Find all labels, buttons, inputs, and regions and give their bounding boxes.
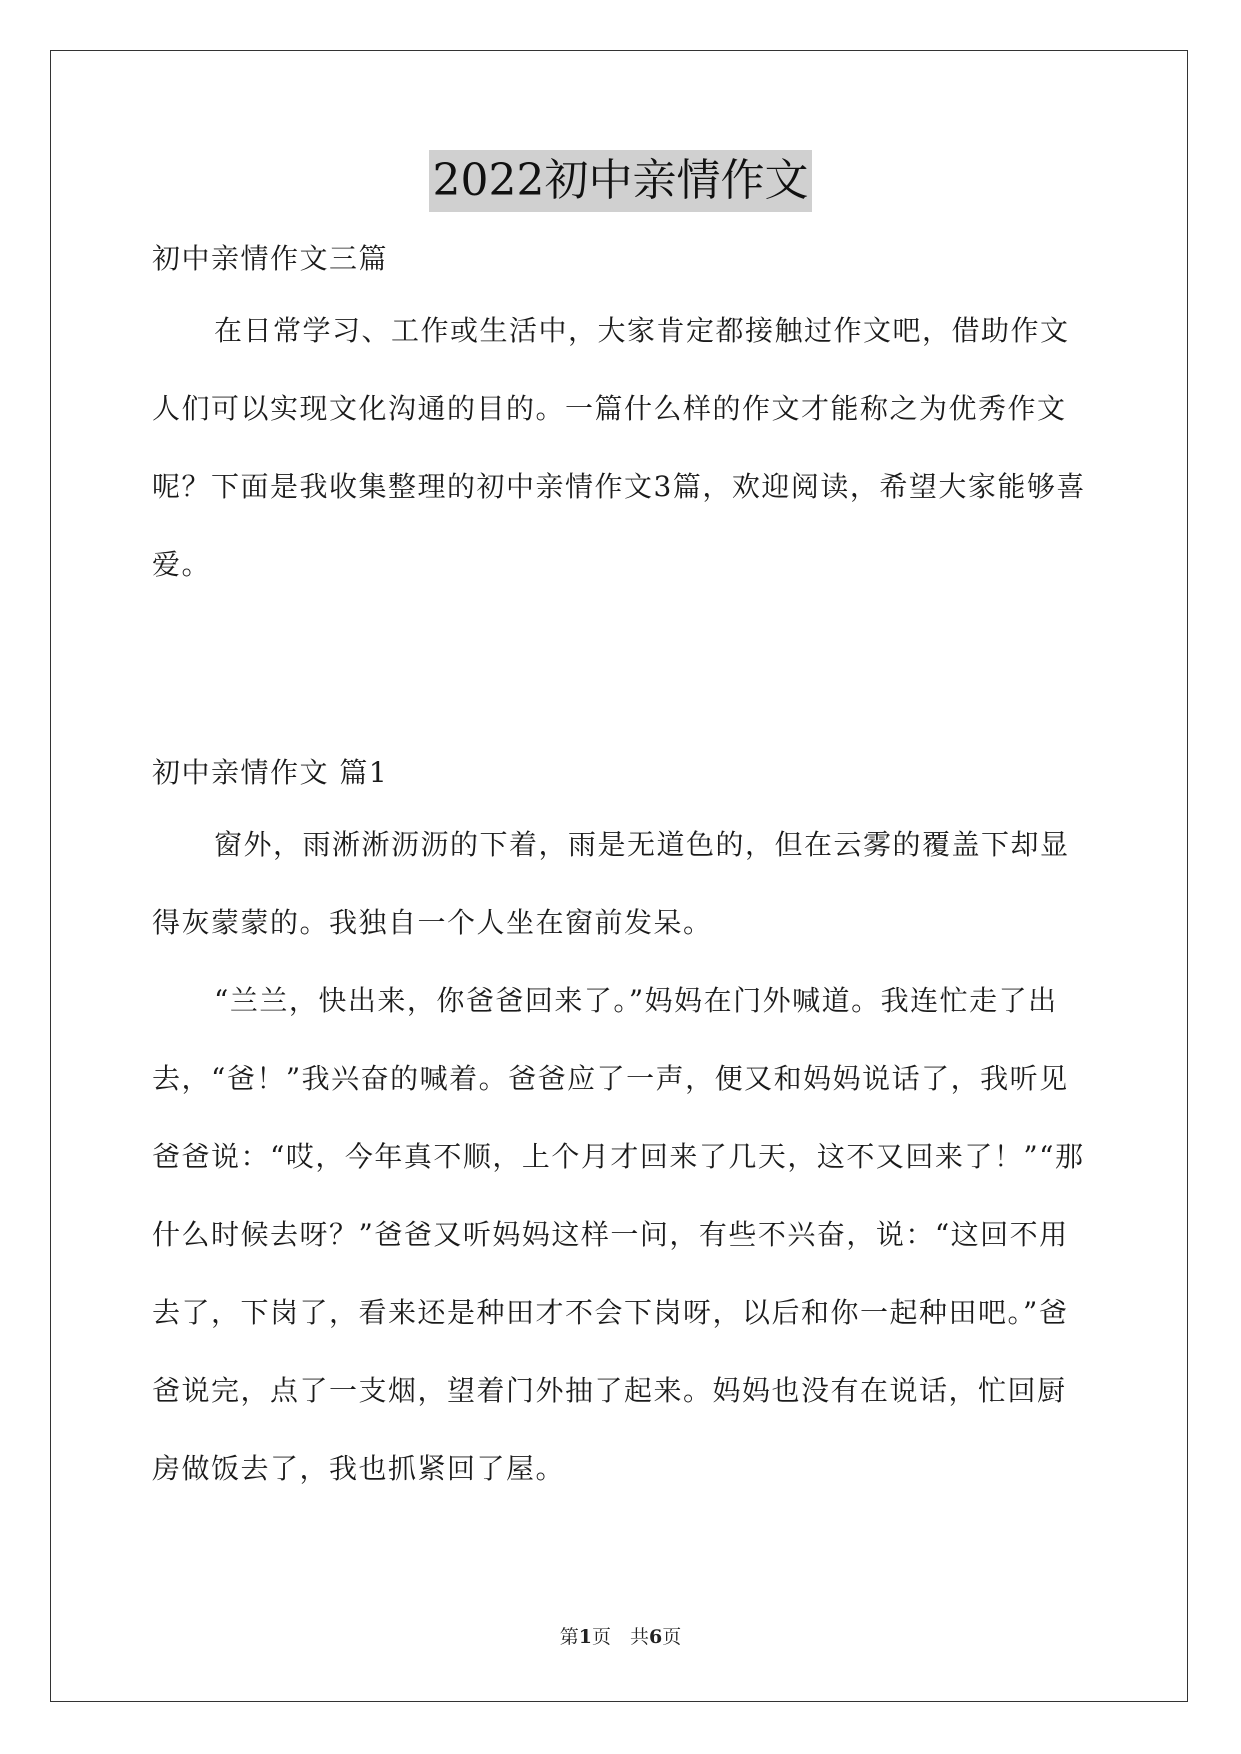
- document-title: 2022初中亲情作文: [429, 150, 813, 212]
- footer-prefix: 第: [559, 1626, 579, 1648]
- body-paragraph-1: 窗外，雨淅淅沥沥的下着，雨是无道色的，但在云雾的覆盖下却显得灰蒙蒙的。我独自一个人坐在窗前发呆。: [152, 828, 1070, 939]
- footer-current-page: 1: [578, 1626, 592, 1648]
- document-subtitle: 初中亲情作文三篇: [152, 242, 389, 275]
- footer-mid: 页 共: [591, 1626, 649, 1648]
- body-paragraph-2: “兰兰，快出来，你爸爸回来了。”妈妈在门外喊道。我连忙走了出去，“爸！”我兴奋的喊着。爸爸应了一声，便又和妈妈说话了，我听见爸爸说：“哎，今年真不顺，上个月才回来了几天，这不又回来了！”“那什么时候去呀？”爸爸又听妈妈这样一问，有些不兴奋，说：“这回不用去了，下岗了，看来还是种田才不会下岗呀，以后和你一起种田吧。”爸爸说完，点了一支烟，望着门外抽了起来。妈妈也没有在说话，忙回厨房做饭去了，我也抓紧回了屋。: [152, 984, 1085, 1485]
- footer-suffix: 页: [662, 1626, 682, 1648]
- footer-total-pages: 6: [649, 1626, 663, 1648]
- intro-paragraph: 在日常学习、工作或生活中，大家肯定都接触过作文吧，借助作文人们可以实现文化沟通的目的。一篇什么样的作文才能称之为优秀作文呢？下面是我收集整理的初中亲情作文3篇，欢迎阅读，希望大家能够喜爱。: [152, 314, 1086, 581]
- title-wrapper: [0, 150, 1241, 212]
- page-footer: [0, 1622, 1241, 1649]
- section-heading: 初中亲情作文 篇1: [152, 756, 389, 789]
